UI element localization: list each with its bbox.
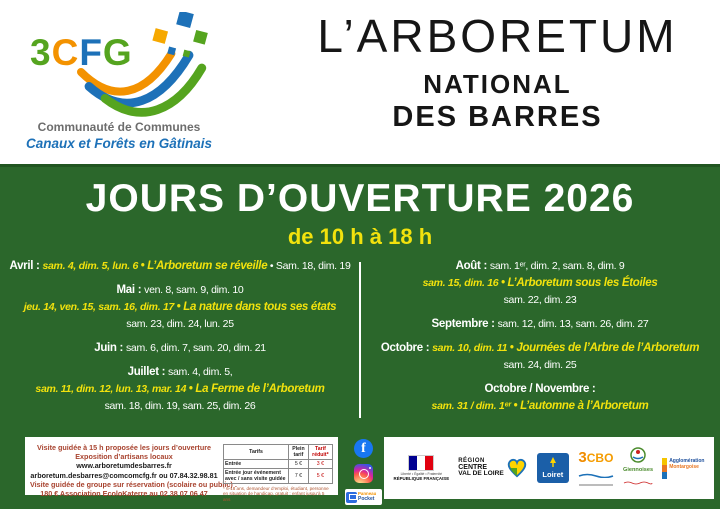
schedule-line [360, 381, 720, 398]
schedule-line [0, 258, 360, 275]
panneau-pocket-badge [345, 489, 382, 505]
schedule-group [0, 282, 360, 333]
title-des-barres: DES BARRES [392, 101, 603, 133]
schedule-line [0, 282, 360, 299]
title-national: NATIONAL [423, 69, 572, 99]
schedule-line [360, 316, 720, 333]
tariff-footnote: * 6-18 ans, demandeur d’emploi, étudiant, personne en situation de handicap, gratuit : enfant jusqu’à 5 ans [223, 486, 329, 502]
loiret-logo [537, 453, 569, 483]
event-name: • L’Arboretum sous les Étoiles [500, 277, 658, 289]
date-text: Juin : [94, 342, 126, 354]
rf-name: RÉPUBLIQUE FRANÇAISE [393, 476, 450, 481]
date-text: jeu. 14, ven. 15, sam. 16, dim. 17 [23, 301, 177, 313]
schedule-group [360, 258, 720, 309]
schedule-group [360, 316, 720, 333]
event-name: • La nature dans tous ses états [176, 301, 337, 313]
schedule-group [0, 340, 360, 357]
tariff-row-event [224, 469, 333, 484]
cbo-wave-icon [578, 473, 614, 478]
schedule-line [360, 275, 720, 292]
rf-motto: Liberté • Égalité • Fraternité [400, 471, 443, 476]
tariff-entry-label: Entrée [224, 460, 289, 469]
loiret-name: Loiret [542, 469, 564, 479]
partner-logos-box [384, 437, 714, 499]
tariff-entry-reduced: 3 € [308, 460, 332, 469]
event-name: • L’automne à l’Arboretum [513, 400, 649, 412]
schedule-line [360, 292, 720, 309]
opening-days-heading: JOURS D’OUVERTURE 2026 [85, 177, 635, 220]
cbo-letters: CBO [586, 451, 614, 465]
ame-color-strip-icon [662, 458, 667, 479]
instagram-icon [354, 464, 373, 483]
schedule-line [0, 364, 360, 381]
schedule-column-left [0, 258, 360, 422]
association-line: 180 € Association EcoloKaterre au 02 38 07 06 47 [40, 489, 208, 499]
schedule-line [360, 398, 720, 415]
date-text: sam. 24, dim. 25 [503, 359, 577, 371]
region-line3: VAL DE LOIRE [458, 470, 504, 478]
date-text: Octobre / Novembre : [484, 383, 596, 395]
opening-hours: de 10 h à 18 h [287, 224, 433, 249]
3cfg-acronym [30, 32, 133, 74]
3cfg-letter: F [79, 32, 103, 73]
region-line2: CENTRE [458, 464, 487, 472]
date-text: sam. 15, dim. 16 [422, 277, 501, 289]
schedule-line [360, 258, 720, 275]
schedule-group [0, 364, 360, 415]
panneau-pocket-icon [346, 492, 357, 503]
region-line1: RÉGION [458, 458, 485, 465]
agglomeration-montargoise-logo [662, 458, 704, 479]
date-text: sam. 11, dim. 12, lun. 13, mar. 14 [35, 383, 189, 395]
schedule-line [0, 299, 360, 316]
facebook-icon: f [354, 439, 373, 458]
website-line: www.arboretumdesbarres.fr [76, 461, 172, 471]
email-phone-line: arboretum.desbarres@comcomcfg.fr ou 07.84.32.98.81 [30, 470, 218, 480]
schedule-line [0, 381, 360, 398]
schedule-line [0, 340, 360, 357]
schedule-line [360, 340, 720, 357]
guided-tour-line: Visite guidée à 15 h proposée les jours d’ouverture [36, 443, 212, 452]
tariff-event-full: 7 € [289, 469, 309, 484]
poster-header [0, 0, 720, 164]
schedule-group [0, 258, 360, 275]
ame-line2: Montargoise [669, 463, 699, 470]
tariff-header-label: Tarifs [224, 445, 289, 460]
cbo-small-text-bar [579, 484, 613, 486]
date-text: sam. 12, dim. 13, sam. 26, dim. 27 [497, 318, 649, 330]
panneau-pocket-label-2: Pocket [358, 495, 375, 502]
title-arboretum: L’ARBORETUM [317, 10, 678, 62]
panneau-pocket-label-1: Panneau [358, 491, 377, 496]
loiret-box [537, 453, 569, 483]
event-name: • L’Arboretum se réveille [140, 260, 268, 272]
giennoises-script-squiggle [623, 481, 653, 485]
date-text: Octobre : [380, 342, 433, 354]
3cbo-logo [578, 450, 614, 486]
tariff-header-reduced: Tarif réduit* [308, 445, 332, 460]
schedule-line [0, 398, 360, 415]
date-text: sam. 31 / dim. 1ᵉʳ [431, 400, 514, 412]
tariff-row-entry [224, 460, 333, 469]
date-text: sam. 4, dim. 5, lun. 6 [42, 260, 141, 272]
date-text: sam. 23, dim. 24, lun. 25 [126, 318, 234, 330]
date-text: sam. 22, dim. 23 [503, 294, 577, 306]
date-text: Août : [455, 260, 490, 272]
tariff-header-full: Plein tarif [289, 445, 309, 460]
community-name-line2: Canaux et Forêts en Gâtinais [25, 136, 213, 151]
giennoises-name: Giennoises [622, 466, 654, 473]
french-flag-icon [408, 455, 434, 471]
giennoises-logo [623, 447, 653, 490]
tariff-event-label: Entrée jour événement avec / sans visite guidée [224, 469, 289, 484]
3cfg-community-logo [14, 6, 224, 162]
event-name: • Journées de l’Arbre de l’Arboretum [509, 342, 700, 354]
community-name-line1: Communauté de Communes [37, 120, 201, 134]
3cfg-letter: 3 [30, 32, 52, 73]
date-text: • Sam. 18, dim. 19 [267, 260, 351, 272]
instagram-flash-dot [369, 467, 371, 469]
tariff-entry-full: 5 € [289, 460, 309, 469]
date-text: sam. 10, dim. 11 [432, 342, 510, 354]
loiret-tree-icon [545, 456, 561, 470]
schedule-group [360, 381, 720, 415]
region-heart-icon [506, 458, 528, 478]
region-centre-val-de-loire-logo [458, 458, 528, 478]
ame-line1: Agglomération [669, 457, 705, 464]
schedule-line [360, 357, 720, 374]
date-text: Avril : [9, 260, 43, 272]
tariff-table [223, 441, 333, 502]
date-text: sam. 18, dim. 19, sam. 25, dim. 26 [104, 400, 256, 412]
schedule-column-right [360, 258, 720, 422]
3cfg-letter: G [102, 32, 133, 73]
social-icons [345, 439, 382, 505]
date-text: Juillet : [127, 366, 169, 378]
poster-title [285, 10, 710, 134]
date-text: sam. 4, dim. 5, [168, 366, 233, 378]
date-text: sam. 1ᵉʳ, dim. 2, sam. 8, dim. 9 [489, 260, 625, 272]
date-text: sam. 6, dim. 7, sam. 20, dim. 21 [125, 342, 266, 354]
schedule-group [360, 340, 720, 374]
schedule-line [0, 316, 360, 333]
cbo-digit: 3 [578, 449, 587, 466]
date-text: Mai : [116, 284, 145, 296]
column-divider [359, 262, 361, 418]
giennoises-emblem-icon [630, 447, 646, 463]
date-text: Septembre : [431, 318, 498, 330]
tariff-event-reduced: 5 € [308, 469, 332, 484]
group-booking-line: Visite guidée de groupe sur réservation (scolaire ou public) : [30, 479, 238, 489]
visitor-info-box [25, 437, 338, 502]
exhibition-line: Exposition d’artisans locaux [75, 452, 173, 462]
date-text: ven. 8, sam. 9, dim. 10 [144, 284, 244, 296]
republique-francaise-logo [394, 455, 450, 482]
instagram-lens [359, 469, 369, 479]
3cfg-letter: C [51, 32, 80, 73]
event-name: • La Ferme de l’Arboretum [188, 383, 325, 395]
